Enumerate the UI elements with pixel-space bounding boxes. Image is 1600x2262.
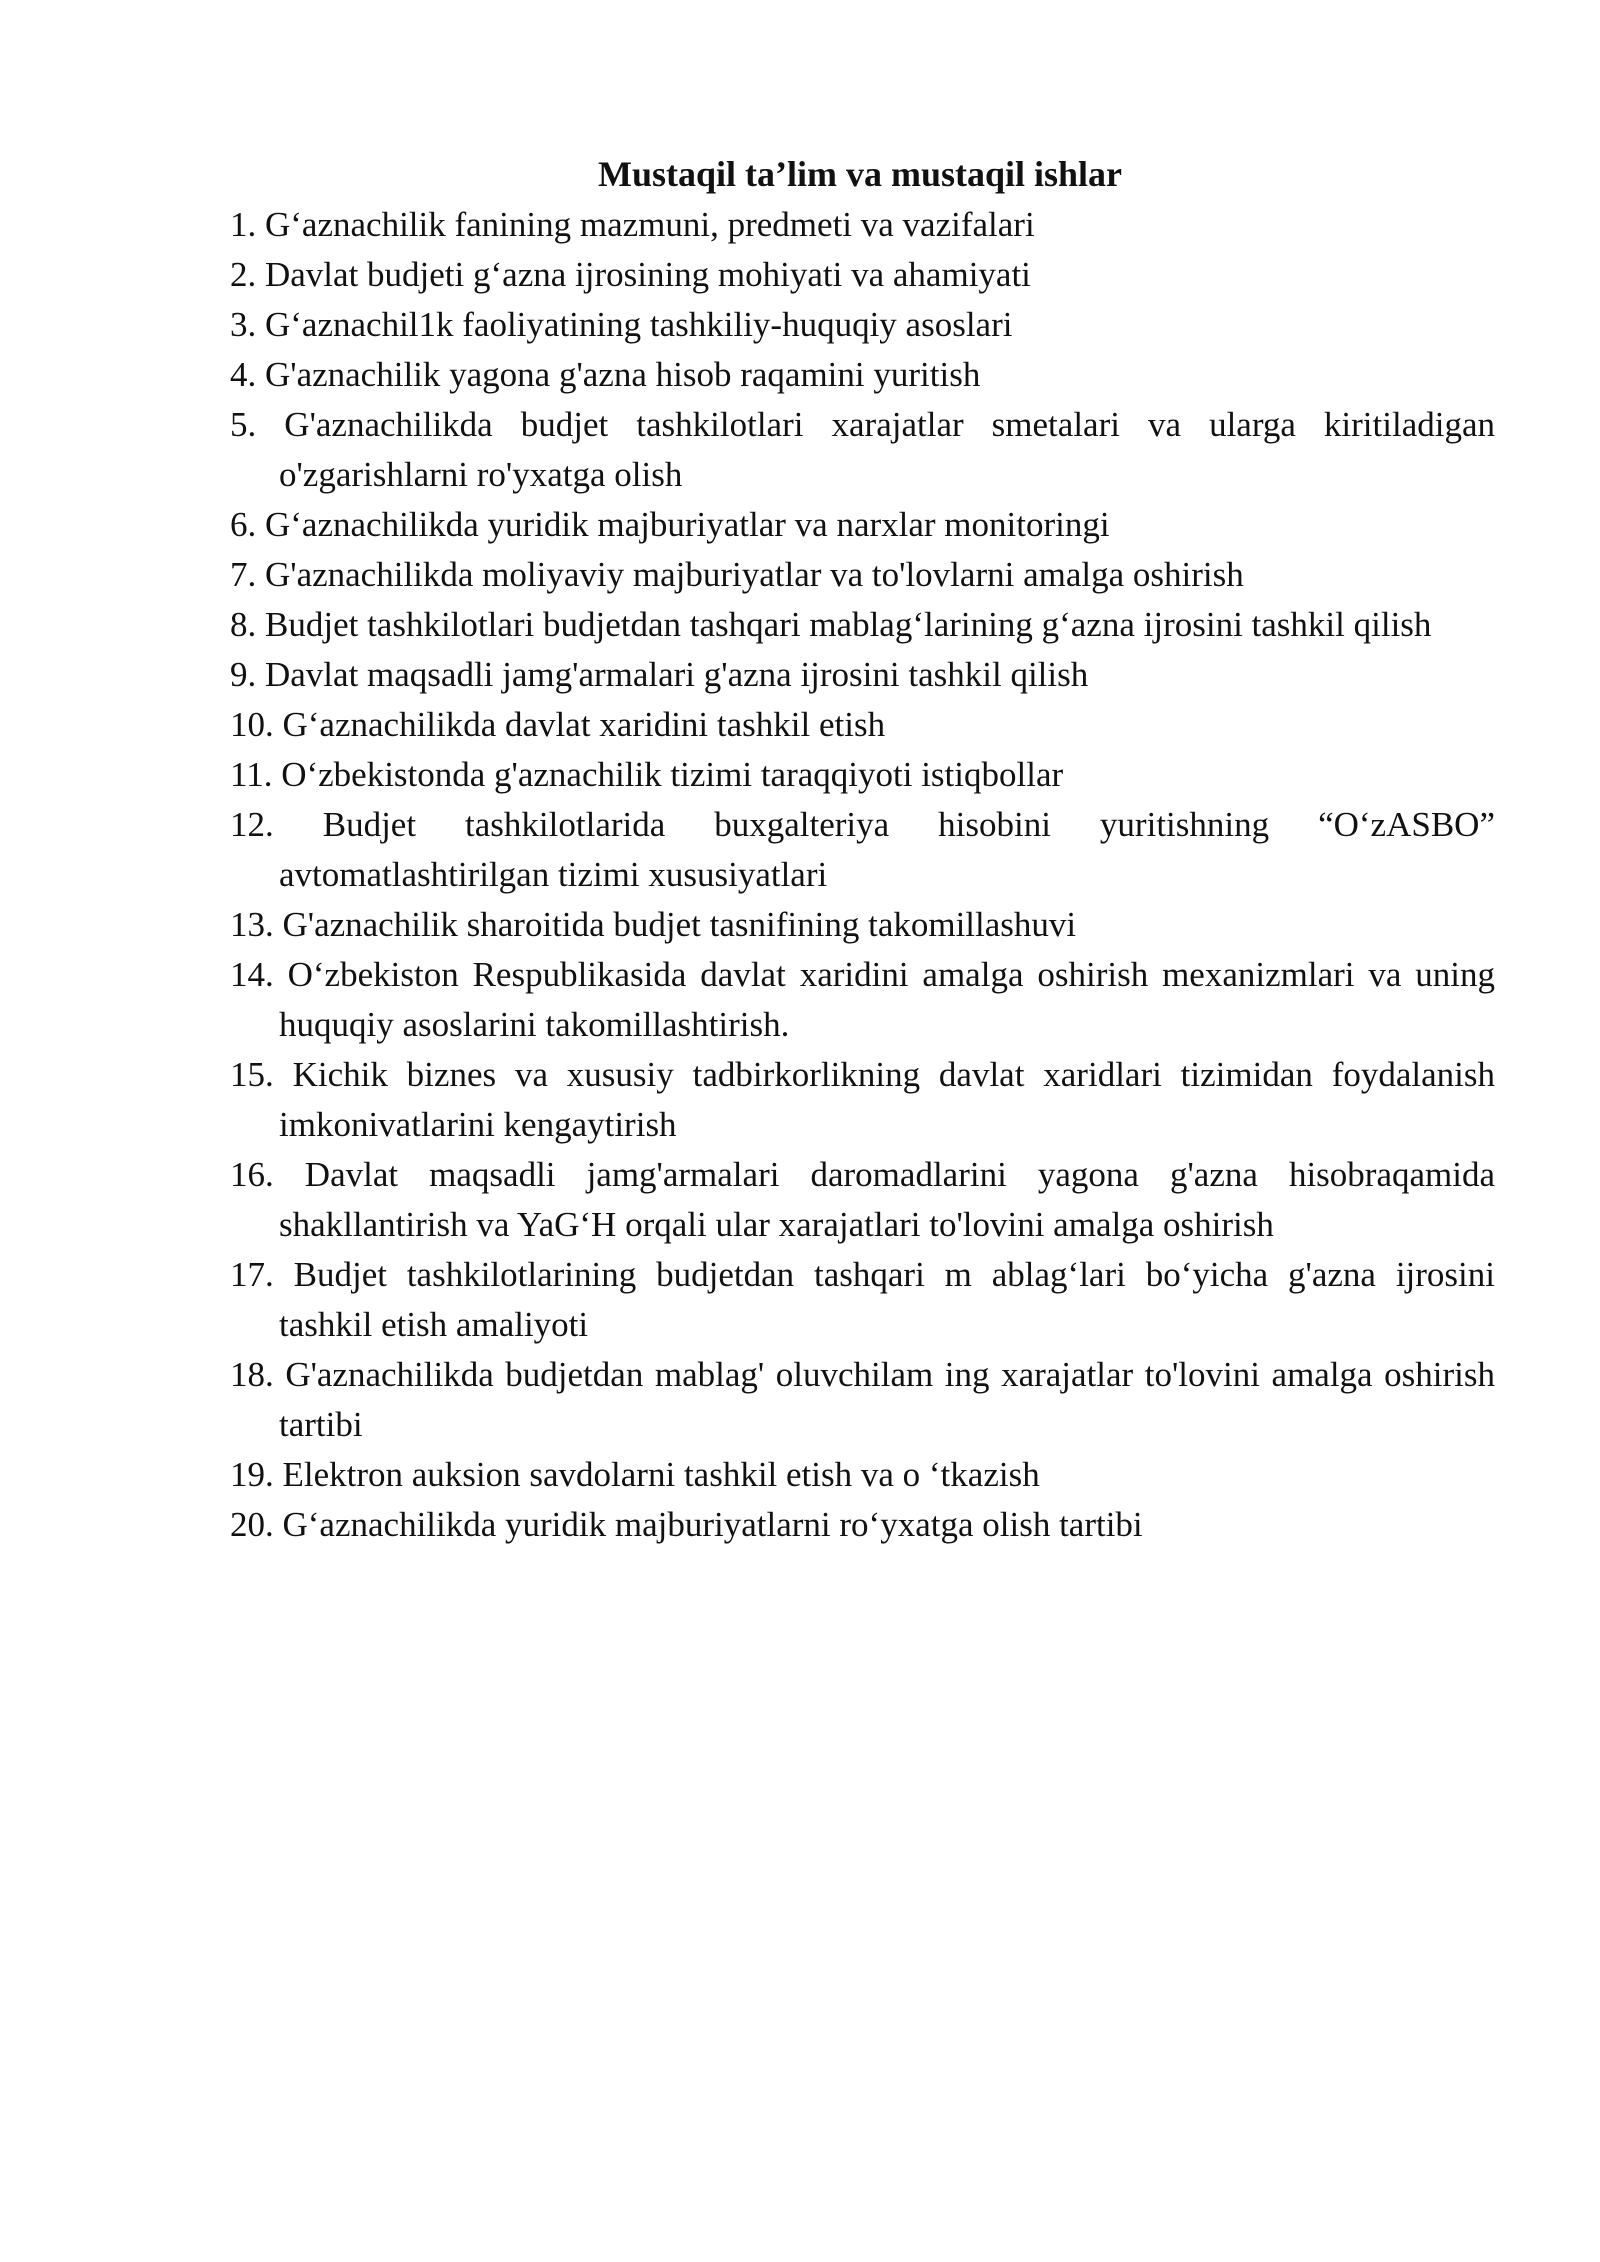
list-item: 3. G‘aznachil1k faoliyatining tashkiliy-huquqiy asoslari (230, 305, 1013, 344)
list-item: 1. G‘aznachilik fanining mazmuni, predmeti va vazifalari (230, 205, 1035, 244)
list-item: 20. G‘aznachilikda yuridik majburiyatlarni ro‘yxatga olish tartibi (230, 1505, 1143, 1544)
list-item: 5. G'aznachilikda budjet tashkilotlari xarajatlar smetalari va ularga kiritiladigan o'zgarishlarni ro'yxatga olish (230, 405, 1495, 494)
list-item: 10. G‘aznachilikda davlat xaridini tashkil etish (230, 705, 886, 744)
list-item: 7. G'aznachilikda moliyaviy majburiyatlar va to'lovlarni amalga oshirish (230, 555, 1244, 594)
list-item: 15. Kichik biznes va xususiy tadbirkorlikning davlat xaridlari tizimidan foydalanish imkonivatlarini kengaytirish (230, 1055, 1495, 1144)
list-item: 14. O‘zbekiston Respublikasida davlat xaridini amalga oshirish mexanizmlari va uning huquqiy asoslarini takomillashtirish. (230, 955, 1495, 1044)
list-item: 12. Budjet tashkilotlarida buxgalteriya hisobini yuritishning “O‘zASBO” avtomatlashtirilgan tizimi xususiyatlari (230, 805, 1495, 894)
topic-list (230, 200, 1495, 1550)
list-item: 9. Davlat maqsadli jamg'armalari g'azna ijrosini tashkil qilish (230, 655, 1089, 694)
page-title: Mustaqil ta’lim va mustaqil ishlar (597, 154, 1123, 194)
list-item: 17. Budjet tashkilotlarining budjetdan tashqari m ablag‘lari bo‘yicha g'azna ijrosini tashkil etish amaliyoti (230, 1255, 1495, 1344)
list-item: 16. Davlat maqsadli jamg'armalari daromadlarini yagona g'azna hisobraqamida shakllantirish va YaG‘H orqali ular xarajatlari to'lovini amalga oshirish (230, 1155, 1495, 1244)
list-item: 13. G'aznachilik sharoitida budjet tasnifining takomillashuvi (230, 905, 1077, 944)
list-item: 4. G'aznachilik yagona g'azna hisob raqamini yuritish (230, 355, 981, 394)
list-item: 19. Elektron auksion savdolarni tashkil etish va o ‘tkazish (230, 1455, 1040, 1494)
list-item: 11. O‘zbekistonda g'aznachilik tizimi taraqqiyoti istiqbollar (230, 755, 1064, 794)
list-item: 2. Davlat budjeti g‘azna ijrosining mohiyati va ahamiyati (230, 255, 1031, 294)
list-item: 6. G‘aznachilikda yuridik majburiyatlar va narxlar monitoringi (230, 505, 1110, 544)
list-item: 8. Budjet tashkilotlari budjetdan tashqari mablag‘larining g‘azna ijrosini tashkil qilish (230, 605, 1432, 644)
list-item: 18. G'aznachilikda budjetdan mablag' oluvchilam ing xarajatlar to'lovini amalga oshirish tartibi (230, 1355, 1495, 1444)
